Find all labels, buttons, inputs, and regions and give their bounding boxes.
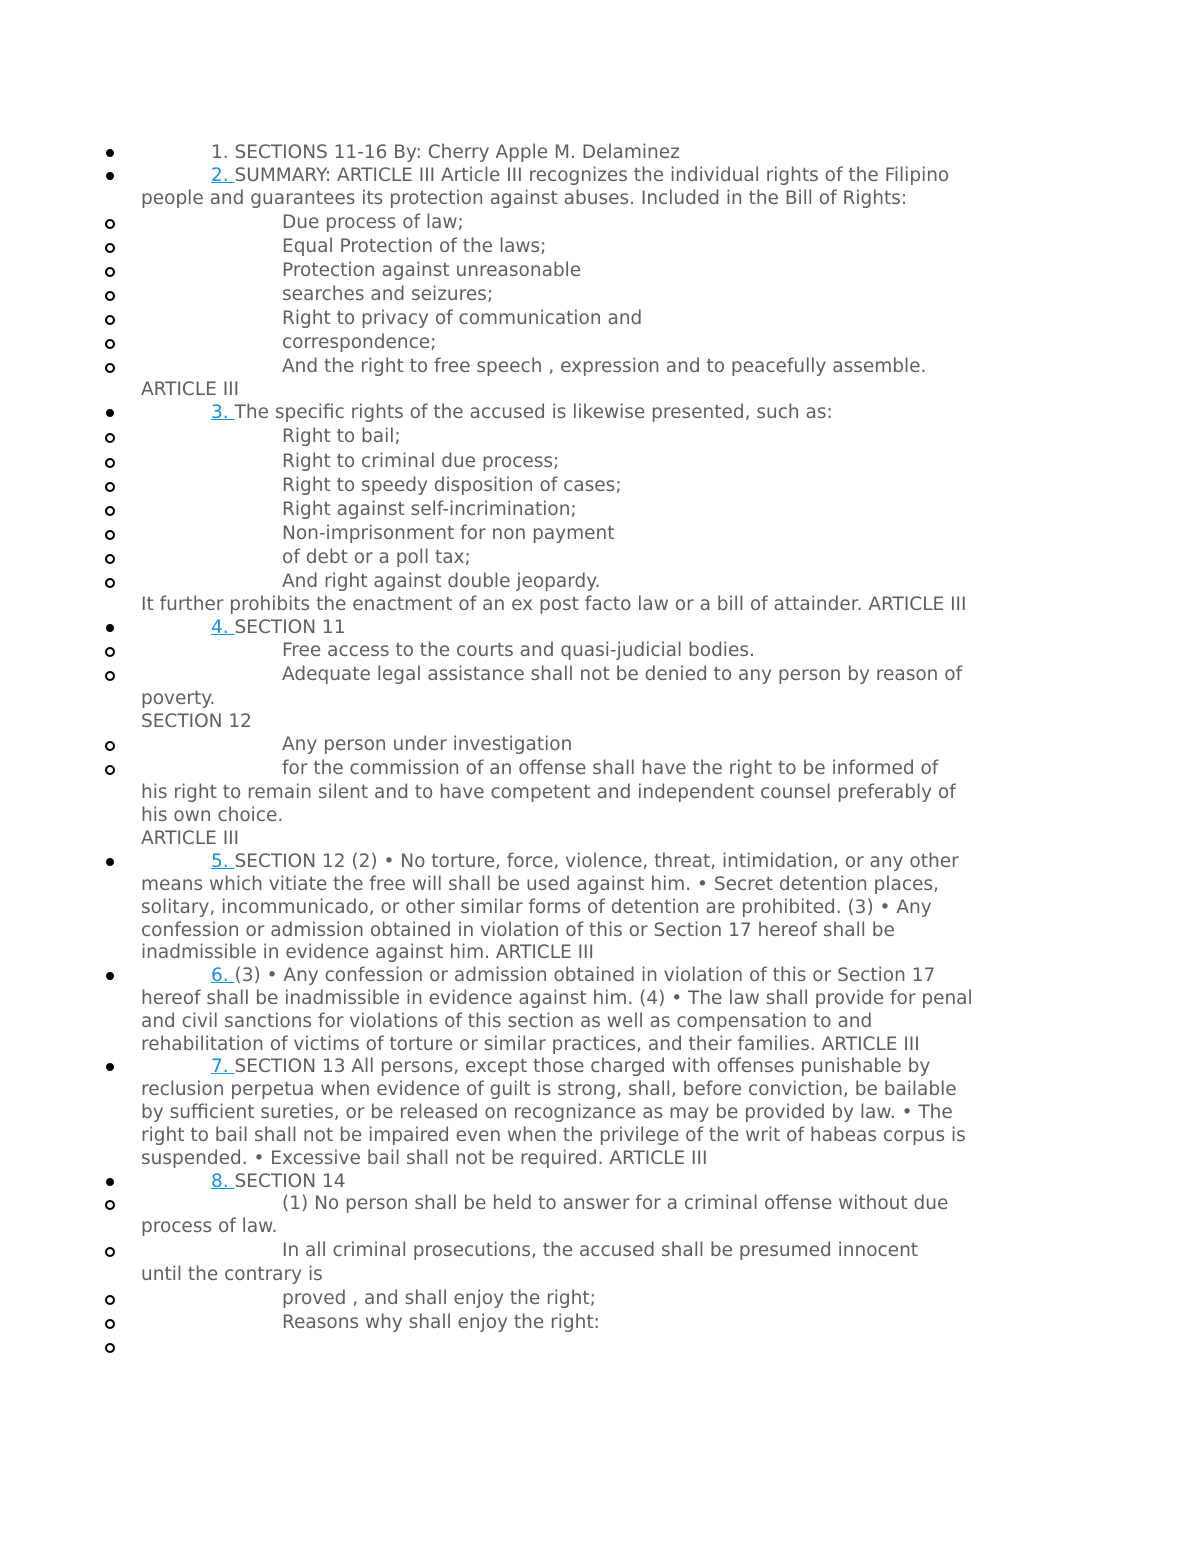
text-line <box>282 639 755 662</box>
text-line <box>141 896 932 919</box>
line-text: ARTICLE III <box>141 379 240 400</box>
line-text: hereof shall be inadmissible in evidence against him. (4) • The law shall provide for penal <box>141 988 973 1009</box>
line-text: for the commission of an offense shall have the right to be informed of <box>282 758 939 779</box>
circle-bullet-icon <box>105 1295 115 1305</box>
line-text: In all criminal prosecutions, the accused shall be presumed innocent <box>282 1240 919 1261</box>
text-line <box>141 1215 277 1238</box>
text-line <box>141 1263 323 1286</box>
text-line <box>141 687 215 710</box>
slide-number-link[interactable]: 2. <box>211 165 235 186</box>
text-line <box>282 1239 918 1262</box>
line-text: until the contrary is <box>141 1264 323 1285</box>
text-line <box>282 1192 948 1215</box>
text-line <box>282 1287 596 1310</box>
text-line <box>141 1033 920 1056</box>
line-text: means which vitiate the free will shall be used against him. • Secret detention places, <box>141 874 939 895</box>
circle-bullet-icon <box>105 219 115 229</box>
line-text: right to bail shall not be impaired even when the privilege of the writ of habeas corpus is <box>141 1125 966 1146</box>
text-line <box>141 1101 953 1124</box>
line-text: (1) No person shall be held to answer for a criminal offense without due <box>282 1193 949 1214</box>
circle-bullet-icon <box>105 363 115 373</box>
line-text: The specific rights of the accused is likewise presented, such as: <box>234 402 833 423</box>
slide-number-link[interactable]: 3. <box>211 402 235 423</box>
text-line <box>211 141 680 164</box>
bullet-icon <box>106 1178 114 1186</box>
circle-bullet-icon <box>105 482 115 492</box>
text-line <box>211 616 345 639</box>
slide-number-link[interactable]: 7. <box>211 1056 235 1077</box>
line-text: suspended. • Excessive bail shall not be required. ARTICLE III <box>141 1148 708 1169</box>
circle-bullet-icon <box>105 458 115 468</box>
line-text: process of law. <box>141 1216 278 1237</box>
text-line <box>211 401 833 424</box>
slide-number-link[interactable]: 6. <box>211 965 235 986</box>
text-line <box>141 941 594 964</box>
circle-bullet-icon <box>105 315 115 325</box>
line-text: Any person under investigation <box>282 734 573 755</box>
text-line <box>282 474 622 497</box>
line-text: And right against double jeopardy. <box>282 571 601 592</box>
line-text: Due process of law; <box>282 212 464 233</box>
line-text: And the right to free speech , expression and to peacefully assemble. <box>282 356 927 377</box>
line-text: SECTION 12 (2) • No torture, force, violence, threat, intimidation, or any other <box>234 851 959 872</box>
line-text: by sufficient sureties, or be released on recognizance as may be provided by law. • The <box>141 1102 953 1123</box>
line-text: SECTION 11 <box>234 617 346 638</box>
line-text: SECTION 12 <box>141 711 252 732</box>
line-text: his right to remain silent and to have competent and independent counsel preferably of <box>141 782 956 803</box>
circle-bullet-icon <box>105 530 115 540</box>
text-line <box>211 164 949 187</box>
line-text: people and guarantees its protection against abuses. Included in the Bill of Rights: <box>141 188 908 209</box>
text-line <box>282 663 962 686</box>
text-line <box>211 1170 345 1193</box>
text-line <box>141 378 239 401</box>
circle-bullet-icon <box>105 267 115 277</box>
text-line <box>141 919 895 942</box>
line-text: inadmissible in evidence against him. ARTICLE III <box>141 942 594 963</box>
circle-bullet-icon <box>105 1200 115 1210</box>
line-text: Right to criminal due process; <box>282 451 560 472</box>
line-text: Right to privacy of communication and <box>282 308 643 329</box>
bullet-icon <box>106 172 114 180</box>
circle-bullet-icon <box>105 291 115 301</box>
text-line <box>211 850 959 873</box>
line-text: ARTICLE III <box>141 828 240 849</box>
circle-bullet-icon <box>105 506 115 516</box>
line-text: correspondence; <box>282 332 437 353</box>
text-line <box>282 546 471 569</box>
text-line <box>211 964 935 987</box>
circle-bullet-icon <box>105 554 115 564</box>
slide-number-link[interactable]: 5. <box>211 851 235 872</box>
text-line <box>282 498 577 521</box>
bullet-icon <box>106 624 114 632</box>
circle-bullet-icon <box>105 433 115 443</box>
text-line <box>141 1078 957 1101</box>
text-line <box>282 259 581 282</box>
text-line <box>282 355 926 378</box>
circle-bullet-icon <box>105 578 115 588</box>
circle-bullet-icon <box>105 243 115 253</box>
text-line <box>282 733 572 756</box>
line-text: (3) • Any confession or admission obtained in violation of this or Section 17 <box>234 965 936 986</box>
line-text: Free access to the courts and quasi-judicial bodies. <box>282 640 755 661</box>
line-text: SECTION 14 <box>234 1171 346 1192</box>
line-text: Non-imprisonment for non payment <box>282 523 615 544</box>
text-line <box>141 1124 966 1147</box>
text-line <box>282 307 642 330</box>
text-line <box>141 593 966 616</box>
line-text: It further prohibits the enactment of an ex post facto law or a bill of attainder. ARTICLE III <box>141 594 967 615</box>
text-line <box>211 1055 930 1078</box>
line-text: Reasons why shall enjoy the right: <box>282 1312 600 1333</box>
text-line <box>282 331 436 354</box>
text-line <box>141 1010 872 1033</box>
line-text: and civil sanctions for violations of this section as well as compensation to and <box>141 1011 873 1032</box>
line-text: Right to speedy disposition of cases; <box>282 475 622 496</box>
text-line <box>141 710 252 733</box>
circle-bullet-icon <box>105 647 115 657</box>
line-text: Right to bail; <box>282 426 401 447</box>
line-text: Equal Protection of the laws; <box>282 236 547 257</box>
line-text: Adequate legal assistance shall not be denied to any person by reason of <box>282 664 963 685</box>
text-line <box>141 827 239 850</box>
line-text: Protection against unreasonable <box>282 260 582 281</box>
text-line <box>282 757 938 780</box>
line-text: rehabilitation of victims of torture or similar practices, and their families. ARTICLE III <box>141 1034 920 1055</box>
line-text: SUMMARY: ARTICLE III Article III recognizes the individual rights of the Filipino <box>234 165 950 186</box>
line-text: his own choice. <box>141 805 284 826</box>
text-line <box>282 1311 600 1334</box>
line-text: poverty. <box>141 688 216 709</box>
circle-bullet-icon <box>105 765 115 775</box>
line-text: SECTION 13 All persons, except those charged with offenses punishable by <box>234 1056 931 1077</box>
line-text: 1. SECTIONS 11-16 By: Cherry Apple M. Delaminez <box>211 142 680 163</box>
bullet-icon <box>106 972 114 980</box>
circle-bullet-icon <box>105 1319 115 1329</box>
line-text: solitary, incommunicado, or other similar forms of detention are prohibited. (3) • Any <box>141 897 932 918</box>
line-text: proved , and shall enjoy the right; <box>282 1288 596 1309</box>
text-line <box>282 235 546 258</box>
slide-number-link[interactable]: 8. <box>211 1171 235 1192</box>
circle-bullet-icon <box>105 671 115 681</box>
slide-number-link[interactable]: 4. <box>211 617 235 638</box>
bullet-icon <box>106 1063 114 1071</box>
line-text: searches and seizures; <box>282 284 494 305</box>
circle-bullet-icon <box>105 339 115 349</box>
text-line <box>282 283 493 306</box>
text-line <box>141 873 939 896</box>
text-line <box>141 987 973 1010</box>
text-line <box>282 211 464 234</box>
line-text: reclusion perpetua when evidence of guilt is strong, shall, before conviction, be bailable <box>141 1079 957 1100</box>
bullet-icon <box>106 149 114 157</box>
line-text: of debt or a poll tax; <box>282 547 471 568</box>
line-text: confession or admission obtained in violation of this or Section 17 hereof shall be <box>141 920 895 941</box>
text-line <box>282 425 401 448</box>
text-line <box>141 781 956 804</box>
line-text: Right against self-incrimination; <box>282 499 577 520</box>
text-line <box>141 1147 707 1170</box>
bullet-icon <box>106 409 114 417</box>
text-line <box>282 450 559 473</box>
text-line <box>141 804 283 827</box>
circle-bullet-icon <box>105 1247 115 1257</box>
text-line <box>141 187 907 210</box>
circle-bullet-icon <box>105 1343 115 1353</box>
circle-bullet-icon <box>105 741 115 751</box>
text-line <box>282 570 600 593</box>
text-line <box>282 522 615 545</box>
bullet-icon <box>106 858 114 866</box>
